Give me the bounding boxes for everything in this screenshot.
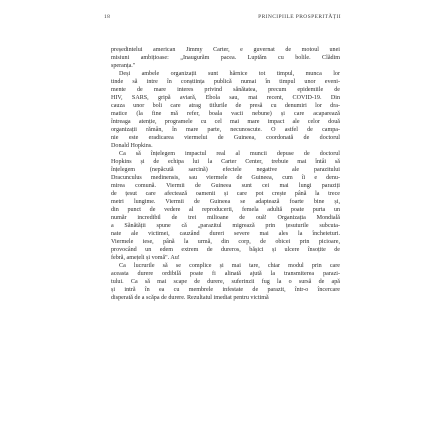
text-line: metri lungime. Viermii de Guineea se adaptează foarte bine și, — [111, 199, 340, 205]
text-line: provocând un edem extrem de dureros, băşici și ulcere însoțite de — [111, 247, 340, 253]
text-line: și intră în ea cu membrele infestate de parazit, într-o încercare — [111, 287, 340, 293]
text-line: febră, amețeli și vomă". Au! — [111, 255, 180, 261]
text-line: nie este eradicarea viermelui de Guineea, coordonată de doctorul — [111, 135, 340, 141]
text-line: președintelui american Jimmy Carter, e guvernat de motoul unei — [111, 47, 340, 53]
text-line: Donald Hopkins. — [111, 143, 153, 149]
text-line: HIV, SARS, gripă aviară, Ebola sau, mai recent, COVID-19. Din — [111, 95, 340, 101]
text-line: Hopkins și de echipa lui la Carter Center, trebuie mai întâi să — [111, 159, 340, 165]
text-line: Viermele iese, până la urmă, din corp, de obicei prin picioare, — [111, 239, 340, 245]
text-line: organizații rămân, în mare parte, necunoscute. O astfel de campa- — [111, 127, 340, 133]
text-line: aceasta durere ordibilă poate fi alinată ajută la transmiterea parazi- — [111, 271, 340, 277]
text-line: tinde să intre în conștiința publică numai în timpul unor eveni- — [111, 79, 340, 85]
paragraph — [111, 262, 340, 302]
text-line: mente de mare interes privind sănătatea, precum epidemiile de — [111, 87, 340, 93]
text-line: nate ale victimei, cauzând dureri severe mai ales la încheieturi. — [111, 231, 340, 237]
page-number: 18 — [104, 14, 111, 20]
text-line: cauza unor boli care atrag titlurile de presă cu denumiri lor dra- — [111, 103, 340, 109]
text-line: număr incredibil de trei milioane de ouă! Organizația Mondială — [111, 215, 340, 221]
text-line: Ca lucrurile să se complice și mai tare, chiar modul prin care — [119, 263, 340, 269]
text-line: disperată de a scăpa de durere. Rezultatul imediat pentru victimă — [111, 295, 269, 301]
text-line: Deși ambele organizații sunt hărnice tot timpul, munca lor — [119, 71, 340, 77]
text-line: Ca să înțelegem impactul real al muncii depuse de doctorul — [119, 151, 340, 157]
text-line: întreaga atenție, programele cu cel mai mare impact ale celor două — [111, 119, 340, 125]
text-line: a Sănătății spune că „parazitul migrează prin țesuturile subcuta- — [111, 223, 340, 229]
running-title: PRINCIPIILE PROSPERITĂȚII — [258, 14, 341, 20]
text-line: de țesut care afectează oamenii și care pot crește până la trece — [111, 191, 340, 197]
text-line: din punct de vedere al reproducerii, femela adultă poate purta un — [111, 207, 340, 213]
text-line: mirea comună. Viermii de Guineea sunt cei mai lungi paraziți — [111, 183, 340, 189]
text-line: Dracunculus medinensis, sau viermele de Guineea, cum îi e denu- — [111, 175, 340, 181]
paragraph — [111, 46, 340, 70]
paragraph — [111, 70, 340, 150]
text-line: matice (la fine mă refer, boala vacii nebune) și care acaparează — [111, 111, 340, 117]
text-line: speranța." — [111, 63, 136, 69]
text-line: înțelegem (nepăcută sarcină) efectele negative ale parazitului — [111, 167, 340, 173]
text-line: tului. Ca să mai scape de durere, suferinzii fug la o sursă de apă — [111, 279, 340, 285]
text-line: misiuni ambițioase: „Inaugurăm pacea. Luptăm cu bolile. Clădim — [111, 55, 340, 61]
body-text — [111, 46, 340, 302]
page-header — [104, 14, 341, 24]
paragraph — [111, 150, 340, 262]
